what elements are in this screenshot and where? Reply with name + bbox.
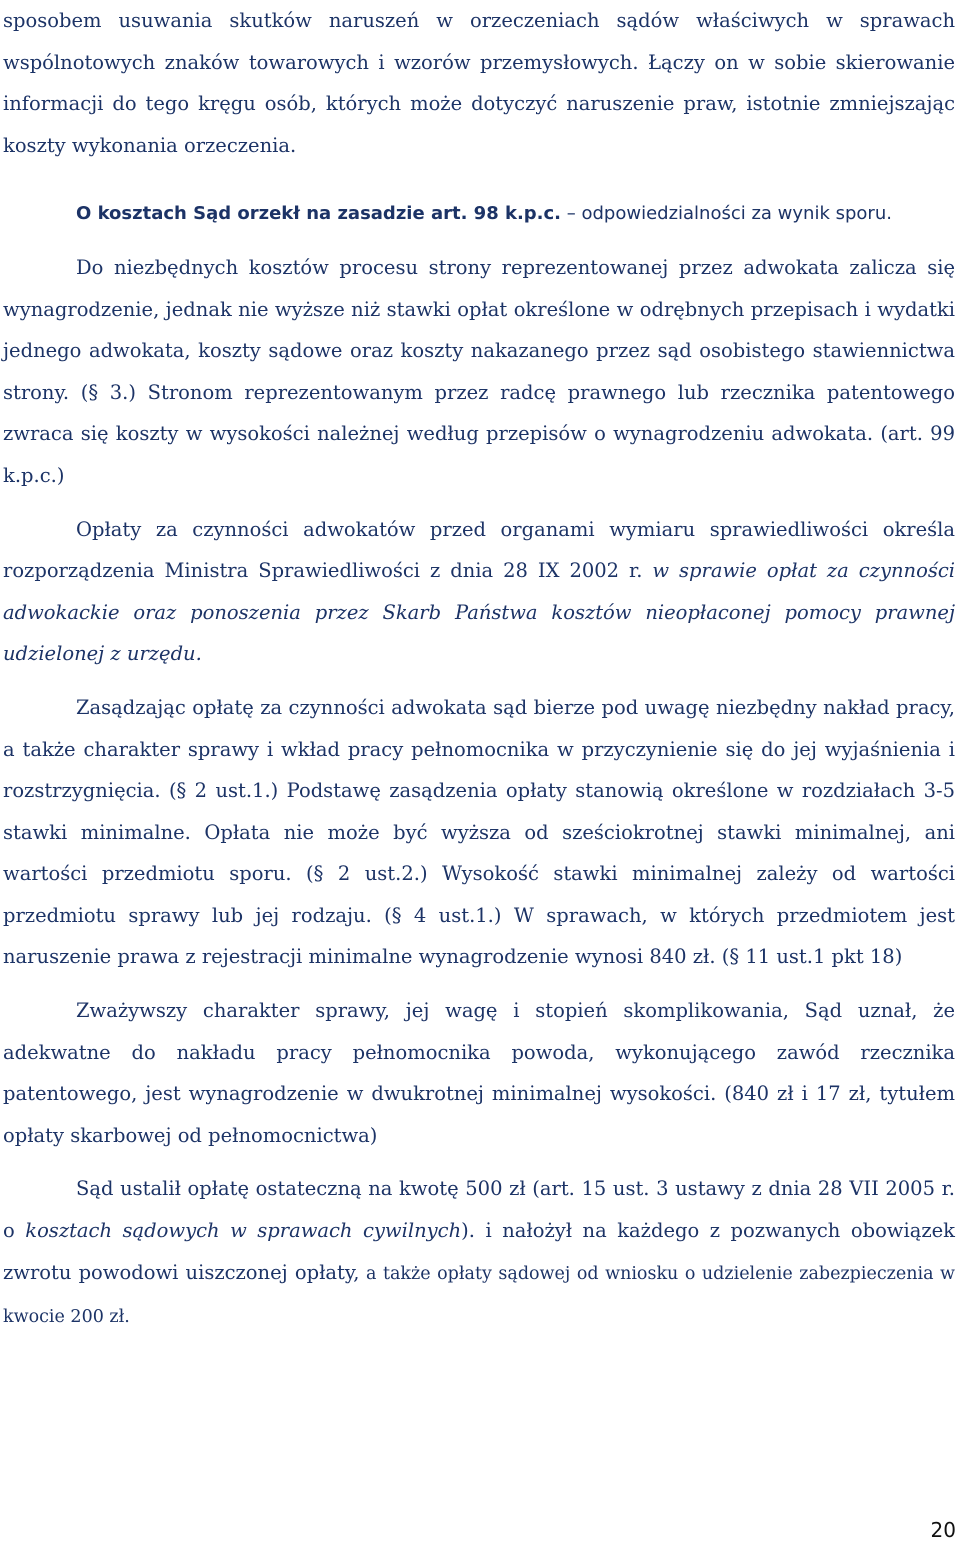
paragraph-awarding-fee-text: Zasądzając opłatę za czynności adwokata sąd bierze pod uwagę niezbędny nakład pracy, a także charakter sprawy i wkład pracy pełnomocnika w przyczynienie się do jej wyjaśnienia i rozstrzygnięcia. (§ 2 ust.1.) Podstawę zasądzenia opłaty stanowią określone w rozdziałach 3-5 stawki minimalne. Opłata nie może być wyższa od sześciokrotnej stawki minimalnej, ani wartości przedmiotu sporu. (§ 2 ust.2.) Wysokość stawki minimalnej zależy od wartości przedmiotu sprawy lub jej rodzaju. (§ 4 ust.1.) W sprawach, w których przedmiotem jest naruszenie prawa z rejestracji minimalne wynagrodzenie wynosi 840 zł. (§ 11 ust.1 pkt 18): [3, 695, 955, 969]
paragraph-intro-text: sposobem usuwania skutków naruszeń w orzeczeniach sądów właściwych w sprawach wspólnotowych znaków towarowych i wzorów przemysłowych. Łączy on w sobie skierowanie informacji do tego kręgu osób, których może dotyczyć naruszenie praw, istotnie zmniejszając koszty wykonania orzeczenia.: [3, 9, 955, 157]
costs-heading-rest: – odpowiedzialności za wynik sporu.: [561, 203, 892, 225]
paragraph-fees-regulation-title: w sprawie opłat za czynności adwokackie oraz ponoszenia przez Skarb Państwa kosztów nieopłaconej pomocy prawnej udzielonej z urzędu.: [3, 559, 955, 666]
paragraph-final-fee-c: ). i nałożył na każdego z pozwanych obowiązek zwrotu powodowi uiszczonej opłaty,: [3, 1219, 955, 1284]
page-number: 20: [930, 1518, 956, 1542]
paragraph-considering: [3, 990, 955, 1156]
paragraph-necessary-costs: [3, 247, 955, 497]
paragraph-necessary-costs-a: Do niezbędnych kosztów procesu strony reprezentowanej przez adwokata zalicza się wynagrodzenie, jednak nie wyższe niż stawki opłat określone w odrębnych przepisach i wydatki jednego adwokata, koszty sądowe oraz koszty nakazanego przez sąd osobistego stawiennictwa strony. (§ 3.): [3, 255, 955, 404]
paragraph-final-fee-d: a także opłaty sądowej od wniosku o udzielenie zabezpieczenia w kwocie 200 zł.: [3, 1263, 956, 1328]
paragraph-fees-regulation: [3, 509, 955, 675]
paragraph-awarding-fee: [3, 687, 955, 978]
paragraph-fees-regulation-a: Opłaty za czynności adwokatów przed organami wymiaru sprawiedliwości określa rozporządzenia Ministra Sprawiedliwości z dnia 28 IX 2002 r.: [3, 517, 955, 583]
paragraph-final-fee-a: Sąd ustalił opłatę ostateczną na kwotę 500 zł (art. 15 ust. 3 ustawy z dnia 28 VII 2005 r. o: [3, 1177, 955, 1243]
costs-heading: [3, 193, 955, 235]
paragraph-intro: [3, 0, 955, 166]
costs-heading-bold: O kosztach Sąd orzekł na zasadzie art. 98 k.p.c.: [76, 203, 562, 225]
paragraph-final-fee-act-title: kosztach sądowych w sprawach cywilnych: [25, 1219, 462, 1243]
document-page: [3, 0, 955, 1339]
paragraph-final-fee: [3, 1168, 955, 1338]
paragraph-necessary-costs-b: Stronom reprezentowanym przez radcę prawnego lub rzecznika patentowego zwraca się koszty w wysokości należnej według przepisów o wynagrodzeniu adwokata. (art. 99 k.p.c.): [3, 380, 955, 487]
paragraph-considering-text: Zważywszy charakter sprawy, jej wagę i stopień skomplikowania, Sąd uznał, że adekwatne do nakładu pracy pełnomocnika powoda, wykonującego zawód rzecznika patentowego, jest wynagrodzenie w dwukrotnej minimalnej wysokości. (840 zł i 17 zł, tytułem opłaty skarbowej od pełnomocnictwa): [3, 999, 955, 1147]
